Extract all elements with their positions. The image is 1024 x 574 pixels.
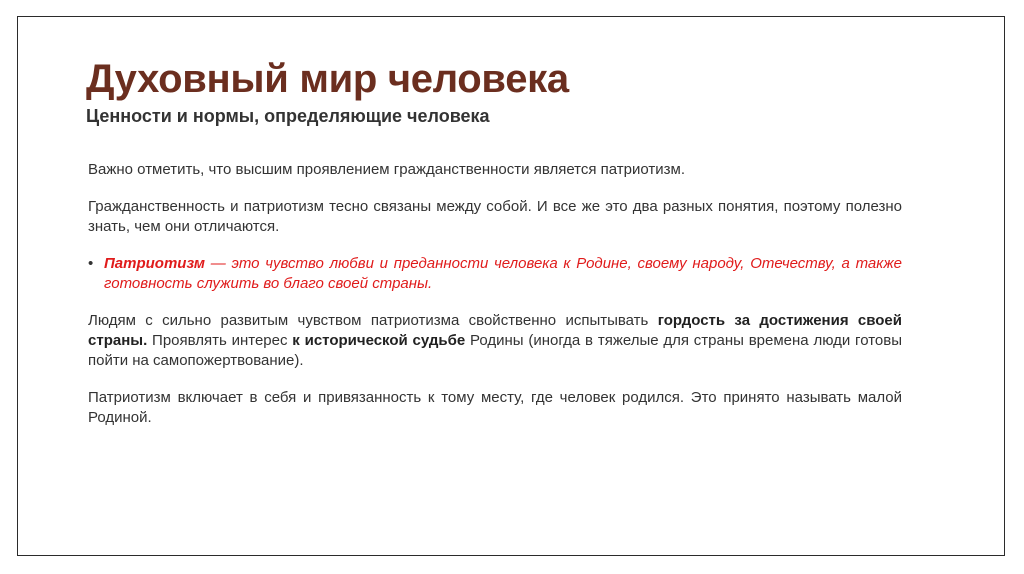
bullet-marker: • [88,255,94,272]
slide-subtitle: Ценности и нормы, определяющие человека [86,106,490,126]
definition-term: Патриотизм [104,255,206,272]
definition-text: — это чувство любви и преданности человека к Родине, своему народу, Отечеству, а также готовность служить во благо своей страны. [104,255,902,292]
paragraph-3-bold-1: гордость за достижения своей страны. [88,312,902,349]
paragraph-3-part-2: Проявлять интерес [147,332,293,349]
patriotism-definition-bullet [88,254,902,294]
paragraph-3 [88,311,902,371]
slide-body [88,160,902,445]
paragraph-4: Патриотизм включает в себя и привязанность к тому месту, где человек родился. Это принято называть малой Родиной. [88,389,902,426]
paragraph-3-part-3: Родины (иногда в тяжелые для страны времена люди готовы пойти на самопожертвование). [88,332,902,369]
paragraph-3-part-1: Людям с сильно развитым чувством патриотизма свойственно испытывать [88,312,658,329]
paragraph-1: Важно отметить, что высшим проявлением гражданственности является патриотизм. [88,161,685,178]
paragraph-3-bold-2: к исторической судьбе [292,332,466,349]
slide-title: Духовный мир человека [86,57,569,101]
paragraph-2: Гражданственность и патриотизм тесно связаны между собой. И все же это два разных понятия, поэтому полезно знать, чем они отличаются. [88,198,902,235]
